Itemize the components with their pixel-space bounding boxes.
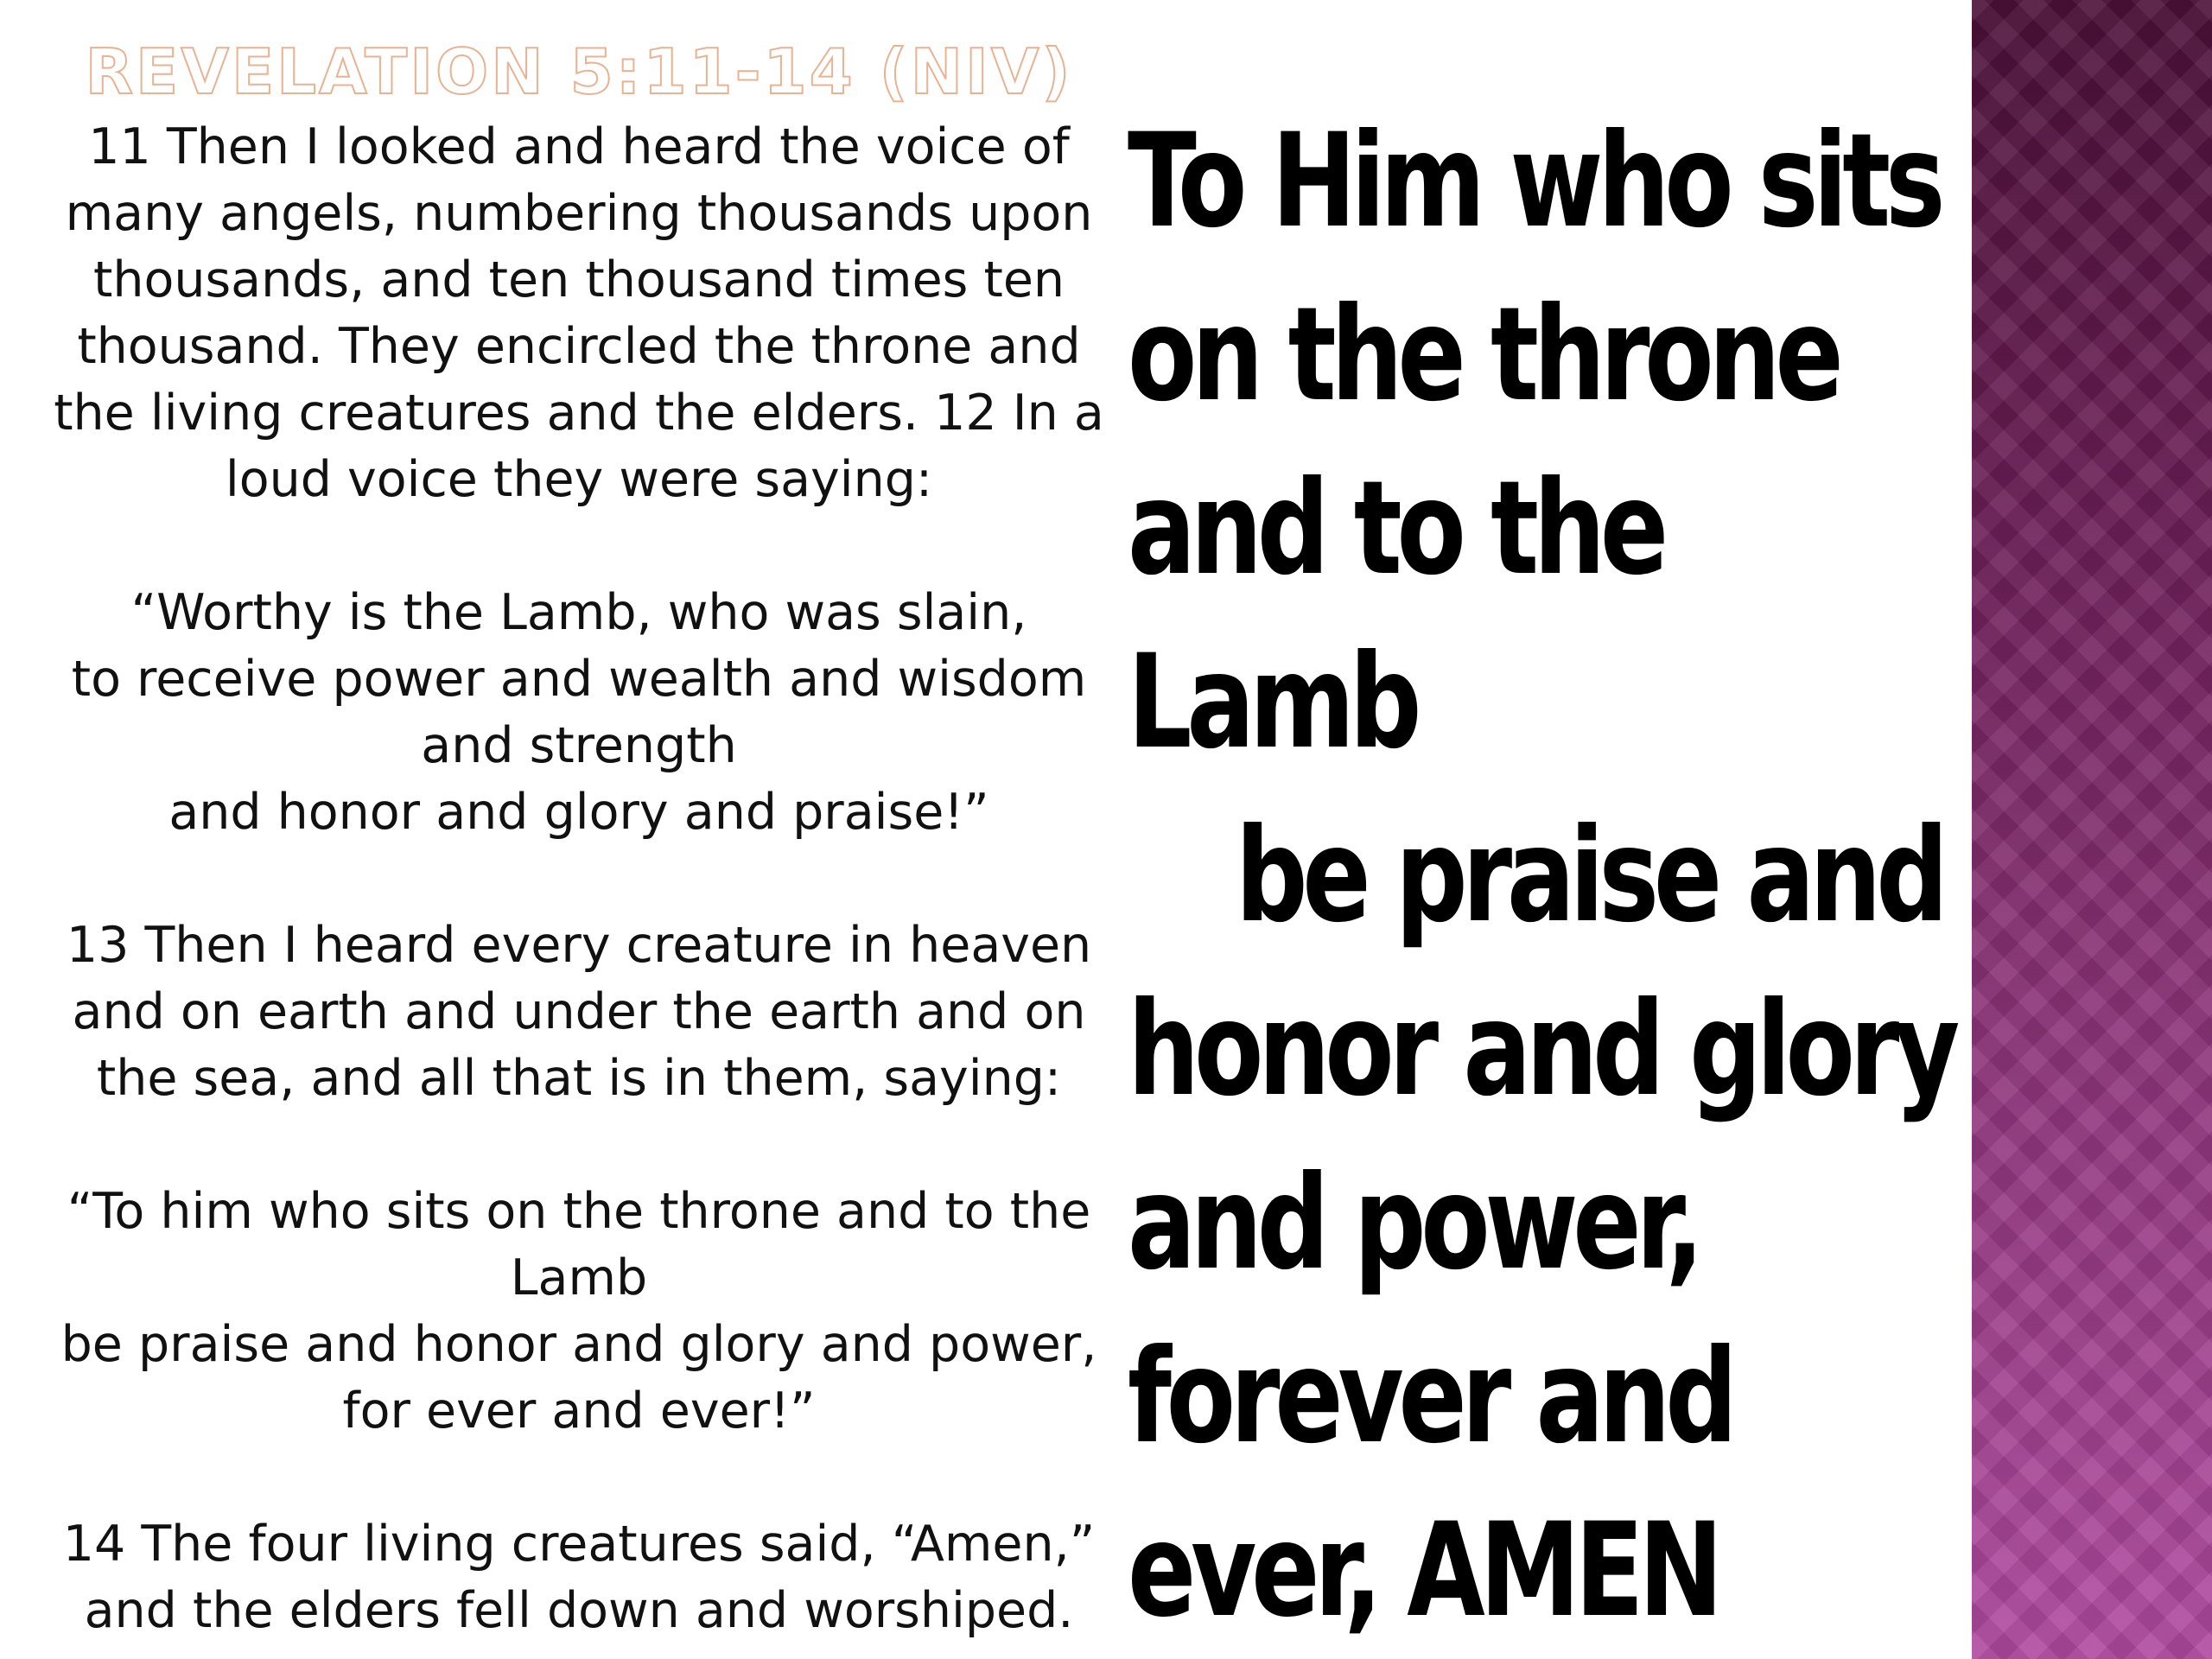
proclamation-line: and to the <box>1128 454 1663 604</box>
scripture-paragraph-worthy-is-the-lamb: “Worthy is the Lamb, who was slain, to receive power and wealth and wisdom and strength and honor and glory and praise!” <box>71 584 1087 841</box>
proclamation-line: Lamb <box>1128 627 1417 778</box>
slide-title: REVELATION 5:11-14 (NIV) <box>85 35 1073 108</box>
decorative-side-band <box>1972 0 2212 1659</box>
scripture-paragraph-to-him-who-sits: “To him who sits on the throne and to the Lamb be praise and honor and glory and power, for ever and ever!” <box>60 1183 1097 1440</box>
proclamation-line: forever and <box>1128 1322 1732 1472</box>
scripture-paragraph-verse-14: 14 The four living creatures said, “Amen,” and the elders fell down and worshiped. <box>62 1516 1096 1639</box>
proclamation-text <box>1128 95 1955 1658</box>
proclamation-line: and power, <box>1128 1148 1699 1299</box>
proclamation-line: ever, AMEN <box>1128 1496 1719 1646</box>
proclamation-line: honor and glory <box>1128 975 1955 1125</box>
scripture-paragraph-verse-13: 13 Then I heard every creature in heaven and on earth and under the earth and on the sea, and all that is in them, saying: <box>66 917 1092 1107</box>
proclamation-line: To Him who sits <box>1128 106 1941 257</box>
scripture-text-block <box>35 114 1123 1644</box>
scripture-paragraph-verse-11-12: 11 Then I looked and heard the voice of many angels, numbering thousands upon thousands, and ten thousand times ten thousand. They encircled the throne and the living creatures and the elders. 12 In a loud voice they were saying: <box>54 118 1104 508</box>
proclamation-line: on the throne <box>1128 280 1839 430</box>
proclamation-line: be praise and <box>1235 801 1943 951</box>
